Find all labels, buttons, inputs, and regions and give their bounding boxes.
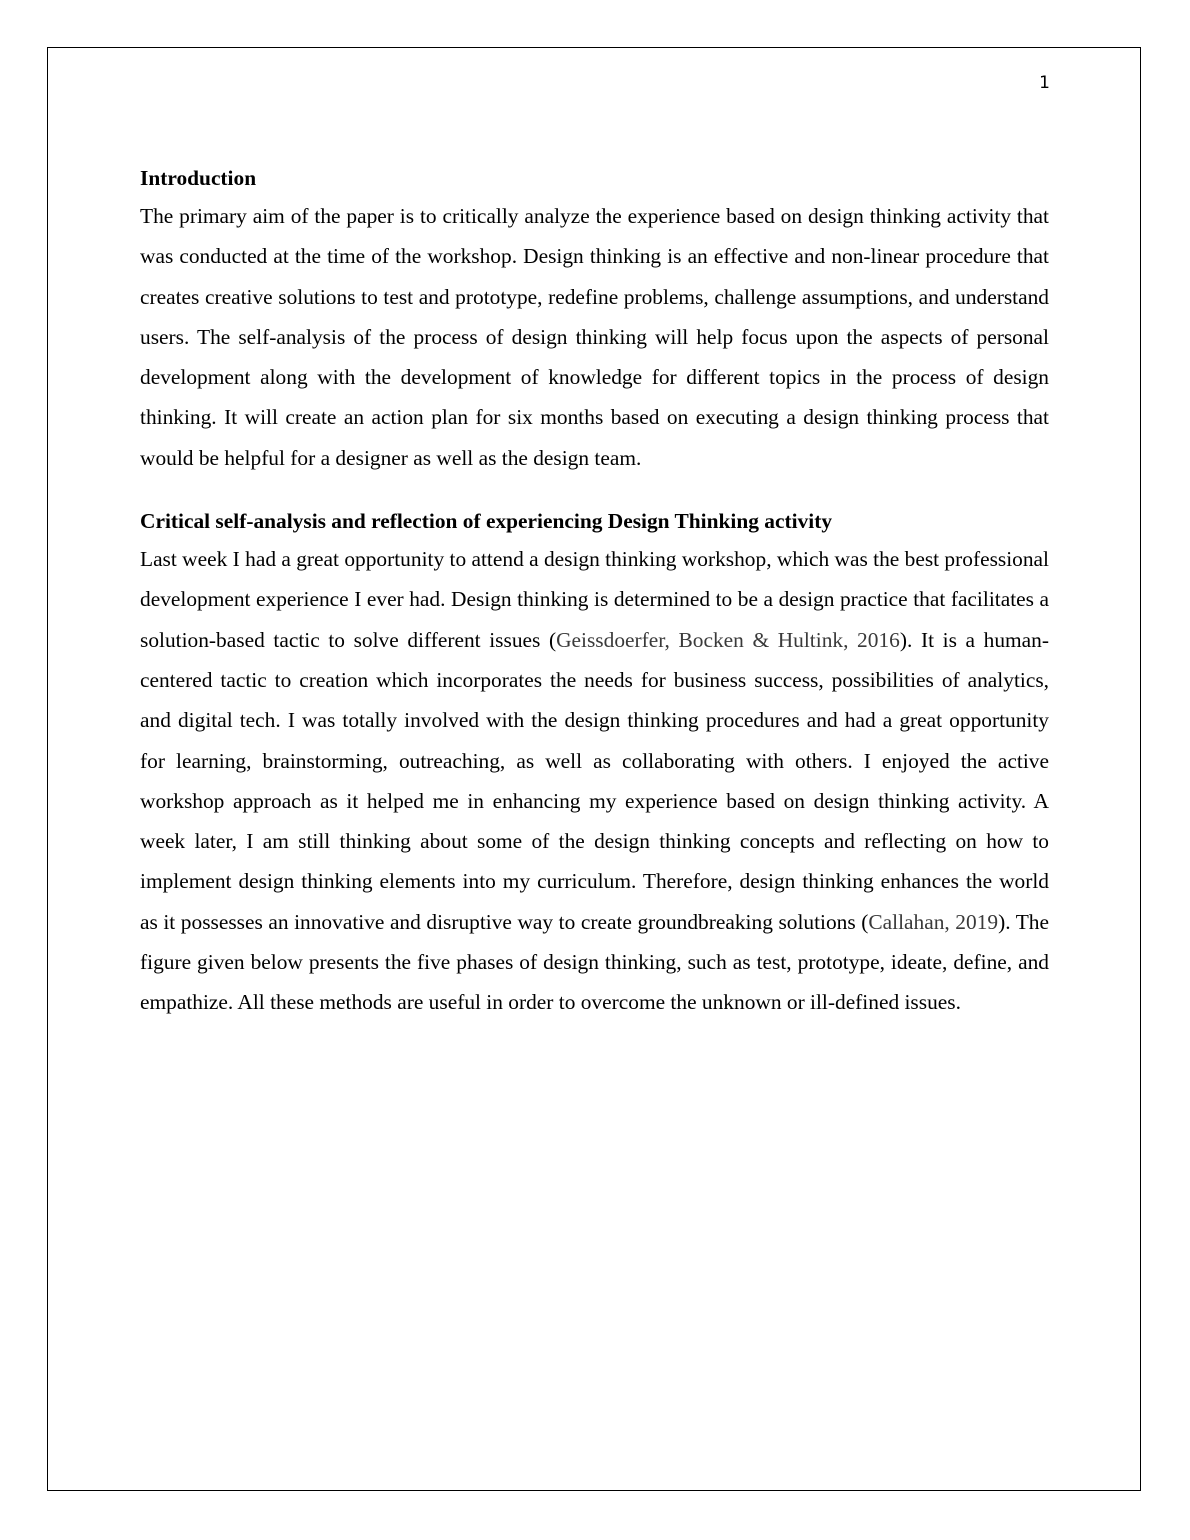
introduction-paragraph: The primary aim of the paper is to critically analyze the experience based on design thinking activity that was conducted at the time of the workshop. Design thinking is an effective and non-linear procedure that creates creative solutions to test and prototype, redefine problems, challenge assumptions, and understand users. The self-analysis of the process of design thinking will help focus upon the aspects of personal development along with the development of knowledge for different topics in the process of design thinking. It will create an action plan for six months based on executing a design thinking process that would be helpful for a designer as well as the design team. (140, 204, 1049, 470)
citation-callahan: Callahan, 2019 (868, 909, 999, 934)
reflection-text-2: ). It is a human-centered tactic to creation which incorporates the needs for business success, possibilities of analytics, and digital tech. I was totally involved with the design thinking procedures and had a great opportunity for learning, brainstorming, outreaching, as well as collaborating with others. I enjoyed the active workshop approach as it helped me in enhancing my experience based on design thinking activity. A week later, I am still thinking about some of the design thinking concepts and reflecting on how to implement design thinking elements into my curriculum. Therefore, design thinking enhances the world as it possesses an innovative and disruptive way to create groundbreaking solutions ( (140, 627, 1049, 934)
page-number: 1 (1039, 73, 1050, 93)
citation-geissdoerfer: Geissdoerfer, Bocken & Hultink, 2016 (556, 627, 900, 652)
reflection-paragraph (140, 539, 1049, 1023)
reflection-text-3: ). The figure given below presents the five phases of design thinking, such as test, prototype, ideate, define, and empathize. All these methods are useful in order to overcome the unknown or ill-defined issues. (140, 909, 1049, 1015)
introduction-heading: Introduction (140, 166, 257, 190)
reflection-text-1: Last week I had a great opportunity to attend a design thinking workshop, which was the best professional development experience I ever had. Design thinking is determined to be a design practice that facilitates a solution-based tactic to solve different issues ( (140, 547, 1049, 652)
reflection-heading: Critical self-analysis and reflection of experiencing Design Thinking activity (140, 509, 833, 534)
document-body (140, 160, 1049, 1023)
